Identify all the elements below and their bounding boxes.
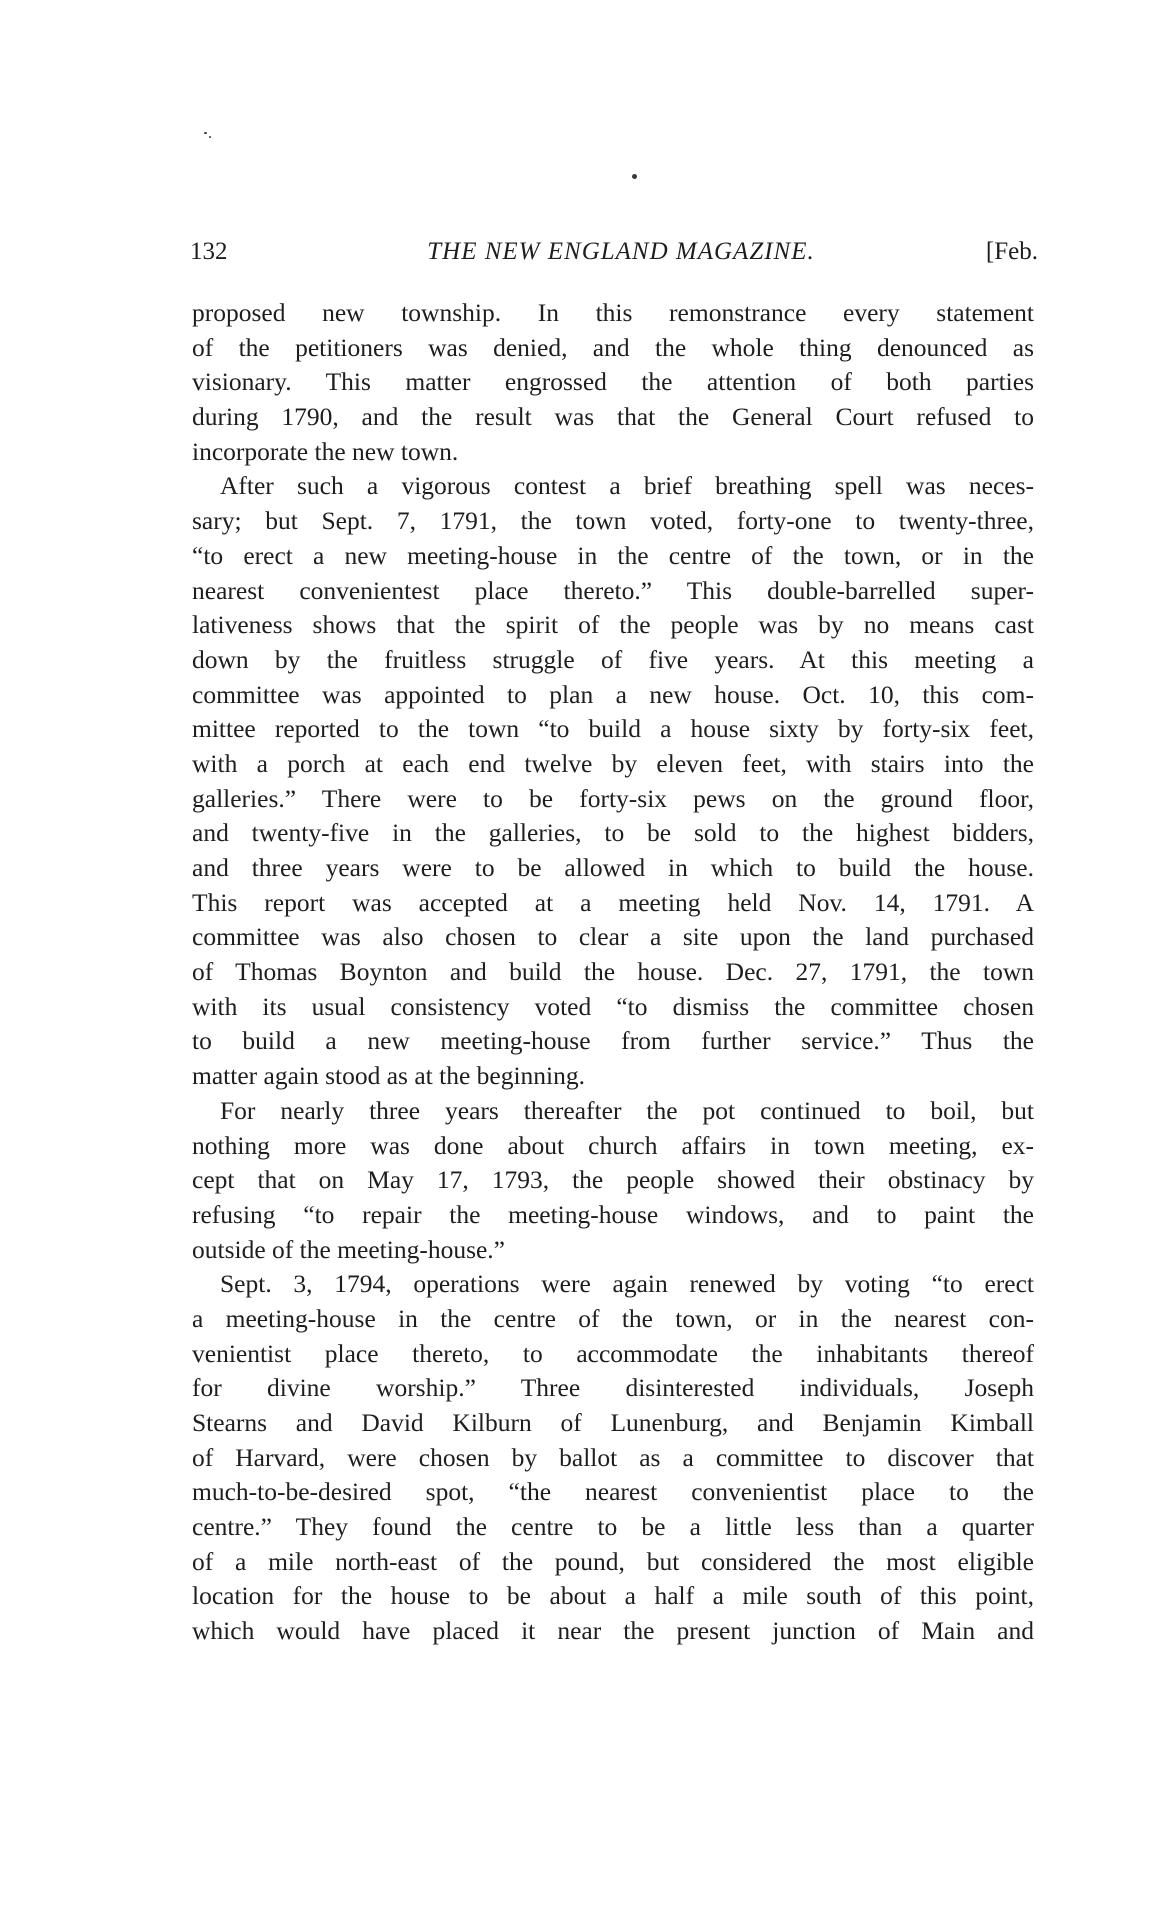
text-line: proposed new township. In this remonstrance every statement: [192, 298, 1034, 327]
text-line: venientist place thereto, to accommodate the inhabitants thereof: [192, 1338, 1034, 1368]
text-line: a meeting-house in the centre of the town, or in the nearest con-: [192, 1303, 1034, 1333]
text-line: nearest convenientest place thereto.” This double-barrelled super-: [192, 575, 1034, 605]
article-body: [192, 296, 1034, 1649]
text-line: For nearly three years thereafter the pot continued to boil, but: [220, 1095, 1034, 1125]
text-line: to build a new meeting-house from further service.” Thus the: [192, 1026, 1034, 1056]
text-line: location for the house to be about a half a mile south of this point,: [192, 1581, 1034, 1611]
text-line: centre.” They found the centre to be a little less than a quarter: [192, 1512, 1034, 1542]
journal-title: THE NEW ENGLAND MAGAZINE.: [427, 238, 815, 265]
text-line: visionary. This matter engrossed the attention of both parties: [192, 367, 1034, 397]
text-line: much-to-be-desired spot, “the nearest convenientist place to the: [192, 1477, 1034, 1507]
text-line: nothing more was done about church affairs in town meeting, ex-: [192, 1130, 1034, 1160]
text-line: Stearns and David Kilburn of Lunenburg, and Benjamin Kimball: [192, 1408, 1034, 1437]
text-line: and three years were to be allowed in which to build the house.: [192, 853, 1034, 882]
text-line: during 1790, and the result was that the General Court refused to: [192, 402, 1034, 432]
text-line: which would have placed it near the present junction of Main and: [192, 1616, 1034, 1646]
page-number: 132: [190, 238, 228, 265]
text-line: “to erect a new meeting-house in the centre of the town, or in the: [192, 540, 1034, 570]
text-line: of Harvard, were chosen by ballot as a committee to discover that: [192, 1442, 1034, 1472]
text-line: mittee reported to the town “to build a house sixty by forty-six feet,: [192, 714, 1034, 744]
text-line: refusing “to repair the meeting-house windows, and to paint the: [192, 1199, 1034, 1229]
text-line: incorporate the new town.: [192, 436, 459, 466]
text-line: with a porch at each end twelve by eleven feet, with stairs into the: [192, 748, 1034, 778]
running-head: [190, 232, 1038, 272]
text-line: down by the fruitless struggle of five years. At this meeting a: [192, 644, 1034, 674]
issue-month: [Feb.: [985, 238, 1038, 265]
text-line: of the petitioners was denied, and the whole thing denounced as: [192, 332, 1034, 362]
text-line: outside of the meeting-house.”: [192, 1234, 505, 1264]
text-line: matter again stood as at the beginning.: [192, 1061, 586, 1091]
print-speck: [204, 132, 207, 134]
text-line: cept that on May 17, 1793, the people showed their obstinacy by: [192, 1165, 1034, 1195]
text-line: sary; but Sept. 7, 1791, the town voted, forty-one to twenty-three,: [192, 506, 1034, 536]
text-line: with its usual consistency voted “to dismiss the committee chosen: [192, 991, 1034, 1021]
text-line: This report was accepted at a meeting held Nov. 14, 1791. A: [192, 887, 1034, 917]
text-line: committee was also chosen to clear a site upon the land purchased: [192, 922, 1034, 952]
text-line: Sept. 3, 1794, operations were again renewed by voting “to erect: [220, 1269, 1034, 1299]
text-line: of a mile north-east of the pound, but considered the most eligible: [192, 1546, 1034, 1576]
text-line: and twenty-five in the galleries, to be sold to the highest bidders,: [192, 818, 1034, 848]
text-line: of Thomas Boynton and build the house. Dec. 27, 1791, the town: [192, 957, 1034, 987]
text-line: for divine worship.” Three disinterested individuals, Joseph: [192, 1373, 1034, 1403]
print-speck: [632, 174, 637, 179]
text-line: galleries.” There were to be forty-six pews on the ground floor,: [192, 783, 1034, 813]
text-line: After such a vigorous contest a brief breathing spell was neces-: [220, 471, 1034, 501]
text-line: committee was appointed to plan a new house. Oct. 10, this com-: [192, 679, 1034, 709]
text-line: lativeness shows that the spirit of the people was by no means cast: [192, 610, 1034, 640]
print-speck: [209, 136, 211, 138]
